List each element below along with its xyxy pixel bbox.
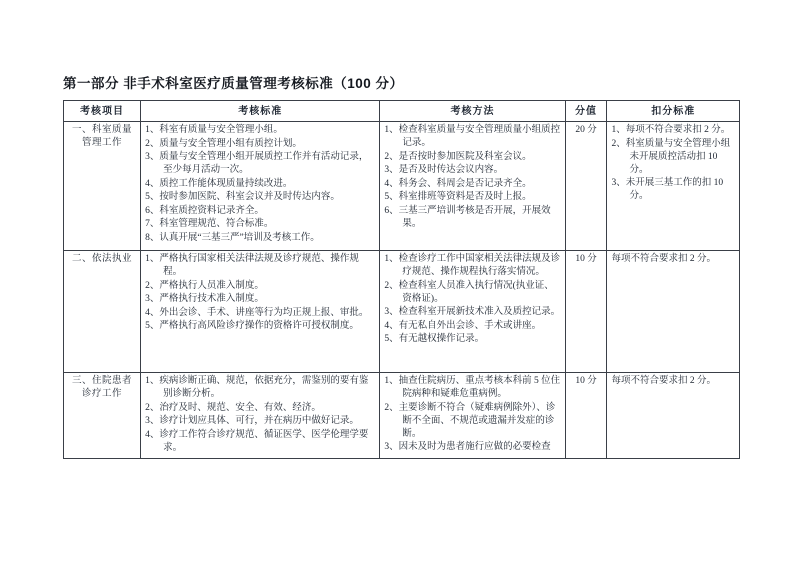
score-cell: 20 分 — [565, 122, 607, 251]
standard-item: 1、疾病诊断正确、规范，依据充分，需鉴别的要有鉴别诊断分析。 — [145, 376, 369, 399]
method-item: 2、检查科室人员准入执行情况(执业证、资格证)。 — [384, 280, 554, 304]
table-row — [64, 373, 740, 459]
item-cell: 三、住院患者诊疗工作 — [64, 373, 141, 459]
item-cell: 一、科室质量管理工作 — [64, 122, 141, 251]
deduction-item: 3、未开展三基工作的扣 10 分。 — [611, 178, 724, 201]
method-item: 2、是否按时参加医院及科室会议。 — [384, 151, 532, 162]
standard-item: 1、科室有质量与安全管理小组。 — [145, 125, 283, 135]
standard-item: 2、严格执行人员准入制度。 — [145, 280, 264, 291]
header-deductions: 扣分标准 — [607, 101, 740, 122]
item-cell: 二、依法执业 — [64, 251, 141, 373]
standard-item: 5、严格执行高风险诊疗操作的资格许可授权制度。 — [145, 321, 359, 331]
deductions-cell: 每项不符合要求扣 2 分。 — [607, 251, 740, 373]
standard-item: 3、质量与安全管理小组开展质控工作并有活动记录，至少每月活动一次。 — [145, 152, 369, 175]
method-item: 5、有无越权操作记录。 — [384, 334, 485, 344]
method-item: 1、检查科室质量与安全管理质量小组质控记录。 — [384, 125, 561, 148]
header-score: 分值 — [565, 101, 607, 122]
header-standards: 考核标准 — [141, 101, 380, 122]
method-item: 4、有无私自外出会诊、手术或讲座。 — [384, 320, 542, 331]
method-item: 3、因未及时为患者施行应做的必要检查 — [384, 442, 551, 452]
header-row — [64, 101, 740, 122]
method-item: 2、主要诊断不符合（疑难病例除外）、诊断不全面、不规范或遗漏并发症的诊断。 — [384, 402, 556, 439]
deductions-cell — [607, 122, 740, 251]
method-item: 3、是否及时传达会议内容。 — [384, 165, 504, 175]
standard-item: 4、诊疗工作符合诊疗规范、循证医学、医学伦理学要求。 — [145, 429, 369, 453]
standard-item: 5、按时参加医院、科室会议并及时传达内容。 — [145, 192, 340, 202]
standards-cell — [141, 251, 380, 373]
methods-cell — [380, 373, 565, 459]
deduction-item: 2、科室质量与安全管理小组未开展质控活动扣 10 分。 — [611, 138, 731, 175]
score-cell: 10 分 — [565, 373, 607, 459]
standard-item: 2、质量与安全管理小组有质控计划。 — [145, 138, 302, 149]
standards-cell — [141, 373, 380, 459]
method-item: 1、抽查住院病历、重点考核本科前 5 位住院病种和疑难危重病例。 — [384, 376, 561, 399]
deductions-cell: 每项不符合要求扣 2 分。 — [607, 373, 740, 459]
standard-item: 3、诊疗计划应具体、可行，并在病历中做好记录。 — [145, 416, 359, 426]
header-methods: 考核方法 — [380, 101, 565, 122]
table-row — [64, 251, 740, 373]
standards-cell — [141, 122, 380, 251]
standard-item: 1、严格执行国家相关法律法规及诊疗规范、操作规程。 — [145, 254, 359, 277]
standard-item: 8、认真开展“三基三严”培训及考核工作。 — [145, 232, 320, 243]
method-item: 5、科室排班等资料是否及时上报。 — [384, 192, 532, 202]
header-item: 考核项目 — [64, 101, 141, 122]
standard-item: 6、科室质控资料记录齐全。 — [145, 205, 264, 216]
method-item: 6、三基三严培训考核是否开展，开展效果。 — [384, 205, 551, 229]
method-item: 3、检查科室开展新技术准入及质控记录。 — [384, 307, 561, 317]
standard-item: 3、严格执行技术准入制度。 — [145, 294, 264, 304]
score-cell: 10 分 — [565, 251, 607, 373]
deduction-item: 1、每项不符合要求扣 2 分。 — [611, 125, 731, 135]
methods-cell — [380, 122, 565, 251]
standard-item: 7、科室管理规范、符合标准。 — [145, 219, 274, 229]
table-row — [64, 122, 740, 251]
methods-cell — [380, 251, 565, 373]
method-item: 4、科务会、科周会是否记录齐全。 — [384, 178, 532, 189]
standard-item: 2、治疗及时、规范、安全、有效、经济。 — [145, 402, 321, 413]
document-title: 第一部分 非手术科室医疗质量管理考核标准（100 分） — [63, 76, 404, 91]
standard-item: 4、质控工作能体现质量持续改进。 — [145, 178, 293, 189]
assessment-table — [63, 100, 740, 459]
standard-item: 4、外出会诊、手术、讲座等行为均正规上报、审批。 — [145, 307, 369, 318]
method-item: 1、检查诊疗工作中国家相关法律法规及诊疗规范、操作规程执行落实情况。 — [384, 254, 561, 277]
